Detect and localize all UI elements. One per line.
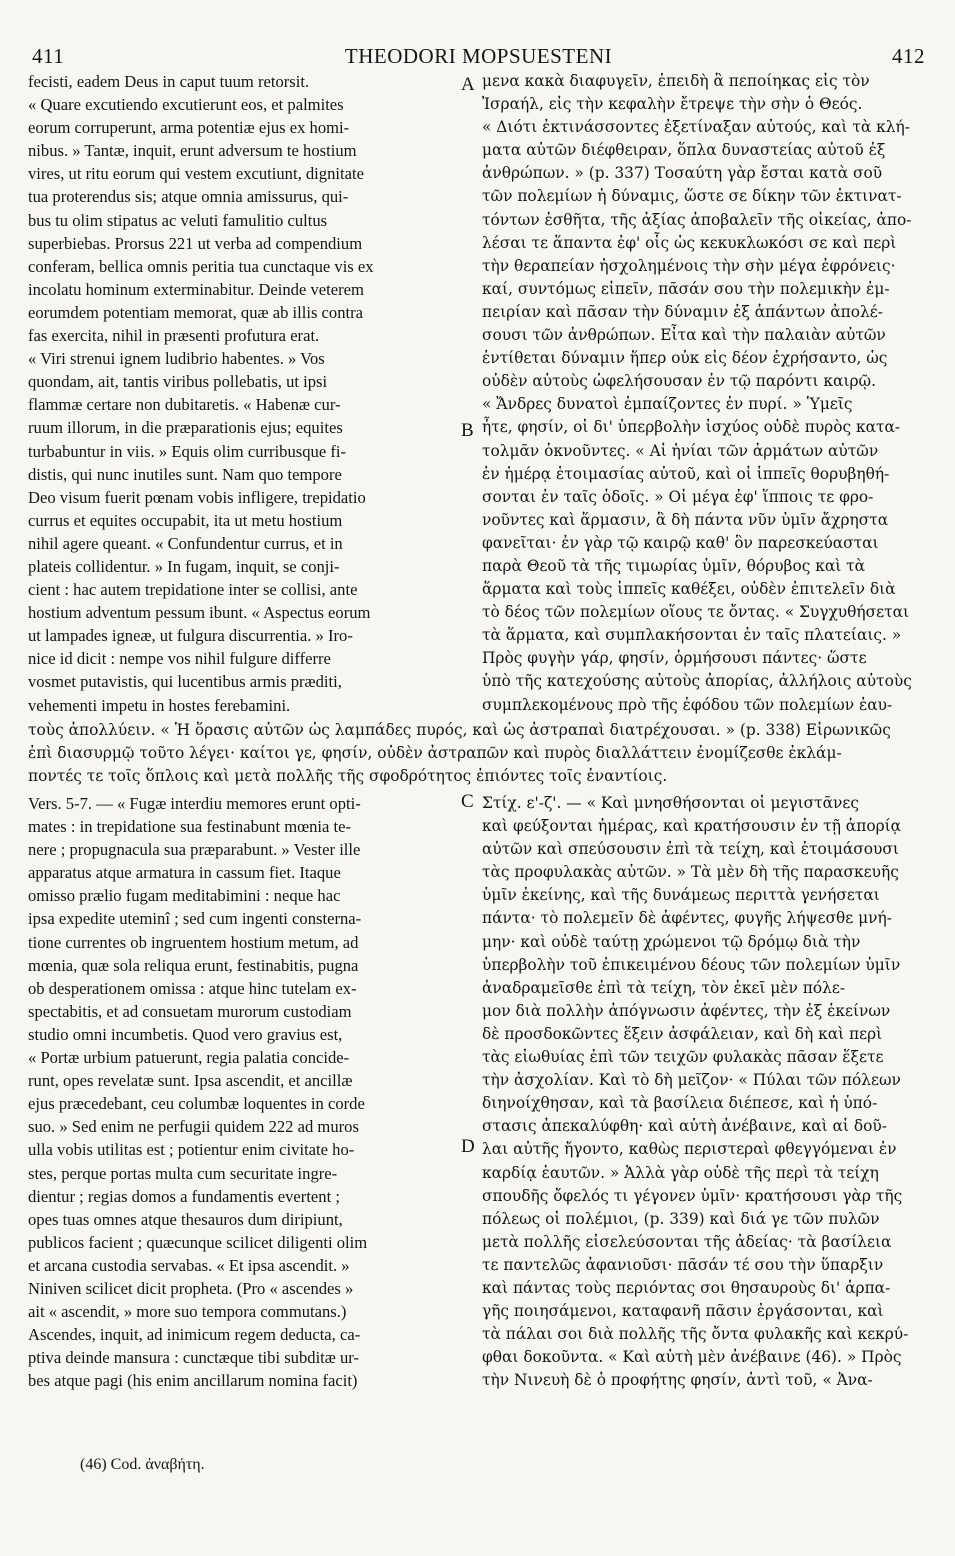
text-line: πάντα· τὸ πολεμεῖν δὲ ἀφέντες, φυγῆς λήψεσθε μνή- <box>482 909 892 928</box>
page-number-left: 411 <box>32 44 65 68</box>
text-line: incolatu hominum exterminabitur. Deinde veterem <box>28 279 364 299</box>
text-line: mœnia, quæ sola reliqua erunt, festinabitis, pugna <box>28 955 359 975</box>
text-line: τὴν ἀσχολίαν. Καὶ τὸ δὴ μεῖζον· « Πύλαι τῶν πόλεων <box>482 1071 901 1090</box>
text-line: « Διότι ἐκτινάσσοντες ἐξετίναξαν αὐτούς, καὶ τὰ κλή- <box>482 118 910 137</box>
text-line: publicos facient ; quæcunque scilicet diligenti olim <box>28 1232 368 1252</box>
text-line: bus tu olim stipatus ac veluti famulitio cultus <box>28 210 328 230</box>
text-line: ptiva deinde mansura : cunctæque tibi subditæ ur- <box>28 1348 360 1368</box>
text-line: στασις ἀπεκαλύφθη· καὶ αὐτὴ ἀνέβαινε, καὶ αἱ δοῦ- <box>482 1117 887 1136</box>
text-line: τὰ ἅρματα, καὶ συμπλακήσονται ἐν ταῖς πλατείαις. » <box>482 626 902 645</box>
text-line: nice id dicit : nempe vos nihil fulgure differre <box>28 649 331 669</box>
text-line: ἅρματα καὶ τοὺς ἱππεῖς καθέξει, οὐδὲν ἐπιτελεῖν διὰ <box>482 580 896 599</box>
text-line: καί, συντόμως εἰπεῖν, πᾶσάν σου τὴν πολεμικὴν ἐμ- <box>482 279 890 298</box>
text-line: tione currentes ob ingruentem hostium metum, ad <box>28 932 359 952</box>
text-line: πειρίαν καὶ πᾶσαν τὴν δύναμιν ἐξ ἁπάντων ἀπολέ- <box>482 302 883 321</box>
text-line: turbabuntur in viis. » Equis olim curribusque fi- <box>28 441 347 461</box>
text-line: τὴν θεραπείαν ἠσχολημένοις τὴν σὴν μέγα ἐφρόνεις· <box>482 256 896 275</box>
text-line: Πρὸς φυγὴν γάρ, φησίν, ὁρμήσουσι πάντες· ὥστε <box>482 649 867 668</box>
text-line: λέσαι τε ἅπαντα ἐφ' οἷς ὡς κεκυκλωκόσι σε καὶ περὶ <box>482 233 897 252</box>
text-line: superbiebas. Prorsus 221 ut verba ad compendium <box>28 233 363 253</box>
section-marker-b: B <box>461 420 474 441</box>
text-line: flammæ certare non dubitaretis. « Habenæ cur- <box>28 395 341 415</box>
text-line: et arcana custodia servabas. « Et ipsa ascendit. » <box>28 1255 350 1275</box>
text-line: fecisti, eadem Deus in caput tuum retorsit. <box>28 72 310 91</box>
text-line: ἀνθρώπων. » (p. 337) Τοσαύτη γὰρ ἔσται κατὰ σοῦ <box>482 164 883 183</box>
text-line: διηνοίχθησαν, καὶ τὰ βασίλεια διέπεσε, καὶ ἡ ὑπό- <box>482 1094 878 1113</box>
text-line: stes, perque portas multa cum securitate ingre- <box>28 1163 338 1183</box>
running-title: THEODORI MOPSUESTENI <box>344 44 613 68</box>
text-line: τῶν πολεμίων ἡ δύναμις, ὥστε σε δίκην τῶν ἐκτινατ- <box>482 187 902 206</box>
text-line: apparatus atque armatura in cassum fiet. Itaque <box>28 863 341 883</box>
text-line: vehementi impetu in hostes ferebamini. <box>28 695 291 715</box>
text-line: « Quare excutiendo excutierunt eos, et palmites <box>28 95 344 115</box>
text-line: τὴν Νινευὴ δὲ ὁ προφήτης φησίν, ἀντὶ τοῦ, « Ἀνα- <box>482 1371 873 1390</box>
text-line: « Viri strenui ignem ludibrio habentes. » Vos <box>28 349 325 369</box>
greek-column-bottom <box>482 792 932 1402</box>
text-line: ulla vobis utilitas est ; potientur enim civitate ho- <box>28 1140 355 1160</box>
text-line: currus et equites occupabit, ita ut metu hostium <box>28 510 343 530</box>
text-line: tua proterendus sis; atque omnia amissurus, qui- <box>28 187 349 207</box>
text-line: eorumdem potentiam memorat, quæ ab illis contra <box>28 302 364 322</box>
text-line: Niniven scilicet dicit propheta. (Pro « ascendes » <box>28 1278 354 1298</box>
text-line: δὲ προσδοκῶντες ἕξειν ἀσφάλειαν, καὶ δὴ καὶ περὶ <box>482 1024 883 1043</box>
text-line: ὑπὸ τῆς κατεχούσης αὐτοὺς ἀπορίας, ἀλλήλοις αὐτοὺς <box>482 672 912 691</box>
text-line: ait « ascendit, » more suo tempora commutans.) <box>28 1302 347 1322</box>
text-line: vires, ut ritu eorum qui vestem excutiunt, dignitate <box>28 164 364 184</box>
text-line: ἐντίθεται δύναμιν ἥπερ οὐκ εἰς δέον ἐχρήσαντο, ὡς <box>482 349 888 368</box>
text-line: ἀναδραμεῖσθε ἐπὶ τὰ τείχη, τὸν ἐκεῖ μὲν πόλε- <box>482 978 846 997</box>
text-line: omisso prælio fugam meditabimini : neque hac <box>28 886 341 906</box>
text-line: ob desperationem omissa : atque hinc tutelam ex- <box>28 978 357 998</box>
text-line: mates : in trepidatione sua festinabunt mœnia te- <box>28 817 352 837</box>
latin-column-top <box>28 70 474 720</box>
text-line: ματα αὐτῶν διέφθειραν, ὅπλα δυναστείας αὐτοῦ ἐξ <box>482 141 886 160</box>
text-line: conferam, bellica omnis peritia tua cunctaque vis ex <box>28 256 374 276</box>
text-line: νοῦντες καὶ ἅρμασιν, ἃ δὴ πάντα νῦν ὑμῖν ἄχρηστα <box>482 510 889 529</box>
text-line: τόντων ἐσθῆτα, τῆς ἀξίας ἀποβαλεῖν τῆς οἰκείας, ἀπο- <box>482 210 912 229</box>
text-line: studio omni incumbetis. Quod vero gravius est, <box>28 1024 343 1044</box>
text-line: φανεῖται· ἐν γὰρ τῷ καιρῷ καθ' ὃν παρεσκεύασται <box>482 533 879 552</box>
text-line: nibus. » Tantæ, inquit, erunt adversum te hostium <box>28 141 357 161</box>
text-line: ut lampades igneæ, ut fulgura discurrentia. » Iro- <box>28 626 353 646</box>
text-line: ὑπερβολὴν τοῦ ἐπικειμένου δέους τῶν πολεμίων ὑμῖν <box>482 955 901 974</box>
text-line: ipsa expedite uteminî ; sed cum ingenti consterna- <box>28 909 362 929</box>
text-line: μενα κακὰ διαφυγεῖν, ἐπειδὴ ἃ πεποίηκας εἰς τὸν <box>482 72 870 90</box>
text-line: τολμᾶν ὀκνοῦντες. « Αἱ ἡνίαι τῶν ἁρμάτων αὐτῶν <box>482 441 879 460</box>
text-line: ruum illorum, in die præparationis ejus; equites <box>28 418 343 438</box>
text-line: « Ἄνδρες δυνατοὶ ἐμπαίζοντες ἐν πυρί. » Ὑμεῖς <box>482 395 853 414</box>
text-line: καὶ φεύξονται ἡμέρας, καὶ κρατήσουσιν ἐν τῇ ἀπορίᾳ <box>482 817 902 836</box>
section-marker-a: A <box>461 74 475 95</box>
full-width-text <box>28 719 932 791</box>
text-line: καὶ πάντας τοὺς περιόντας σοι θησαυροὺς δι' ἁρπα- <box>482 1278 891 1297</box>
text-line: ἦτε, φησίν, οἱ δι' ὑπερβολὴν ἰσχύος οὐδὲ πυρὸς κατα- <box>482 418 901 437</box>
text-line: quondam, ait, tantis viribus pollebatis, ut ipsi <box>28 372 328 392</box>
text-line: distis, qui nunc inutiles sunt. Nam quo tempore <box>28 464 342 484</box>
text-line: fas exercita, nihil in præsenti profutura erat. <box>28 326 320 346</box>
latin-column-bottom <box>28 792 474 1402</box>
text-line: « Portæ urbium patuerunt, regia palatia concide- <box>28 1048 350 1068</box>
text-line: nere ; propugnacula sua præparabunt. » Vester ille <box>28 840 361 860</box>
text-line: opes tuas omnes atque thesauros dum diripiunt, <box>28 1209 343 1229</box>
text-line: Vers. 5-7. — « Fugæ interdiu memores erunt opti- <box>28 794 361 813</box>
text-line: τοὺς ἀπολλύειν. « Ἡ ὅρασις αὐτῶν ὡς λαμπάδες πυρός, καὶ ὡς ἀστραπαὶ διατρέχουσαι. » (p. 338) Εἰρωνικῶς <box>28 721 891 739</box>
text-line: παρὰ Θεοῦ τὰ τῆς τιμωρίας ὑμῖν, θόρυβος καὶ τὰ <box>482 556 866 575</box>
text-line: συμπλεκομένους πρὸ τῆς ἐφόδου τῶν πολεμίων ἐαυ- <box>482 695 893 714</box>
text-line: φθαι δοκοῦντα. « Καὶ αὐτὴ μὲν ἀνέβαινε (46). » Πρὸς <box>482 1348 902 1367</box>
text-line: eorum corruperunt, arma potentiæ ejus ex homi- <box>28 118 350 138</box>
text-line: plateis collidentur. » In fugam, inquit, se conji- <box>28 556 340 576</box>
text-line: hostium adventum pessum ibunt. « Aspectus eorum <box>28 603 371 623</box>
section-marker-c: C <box>461 791 474 812</box>
text-line: spectabitis, et ad consuetam murorum custodiam <box>28 1001 352 1021</box>
text-line: ἐπὶ διασυρμῷ τοῦτο λέγει· καίτοι γε, φησίν, οὐδὲν ἀστραπῶν καὶ πυρὸς διαλλάττειν ἐνομίζεσθε ἐκλάμ- <box>28 744 842 763</box>
text-line: οὐδὲν αὐτοὺς ὠφελήσουσαν ἐν τῷ παρόντι καιρῷ. <box>482 372 876 391</box>
text-line: τε παντελῶς ἀφανιοῦσι· πᾶσάν τέ σου τὴν ὕπαρξιν <box>482 1255 884 1274</box>
text-line: τὰς προφυλακὰς αὐτῶν. » Τὰ μὲν δὴ τῆς παρασκευῆς <box>482 863 899 882</box>
text-line: σπουδῆς ὄφελός τι γέγονεν ὑμῖν· κρατήσουσι γὰρ τῆς <box>482 1186 903 1205</box>
text-line: ὑμῖν ἐκείνης, καὶ τῆς δυνάμεως περιττὰ γενήσεται <box>482 886 880 905</box>
section-marker-d: D <box>461 1136 475 1157</box>
greek-column-top <box>482 70 932 720</box>
text-line: σουσι τῶν ἀνθρώπων. Εἶτα καὶ τὴν παλαιὰν αὐτῶν <box>482 326 886 345</box>
text-line: μην· καὶ οὐδὲ ταύτῃ χρώμενοι τῷ δρόμῳ διὰ τὴν <box>482 932 861 951</box>
text-line: Ἰσραήλ, εἰς τὴν κεφαλὴν ἔτρεψε τὴν σὴν ὁ Θεός. <box>482 95 863 114</box>
text-line: Στίχ. ε'-ζ'. — « Καὶ μνησθήσονται οἱ μεγιστᾶνες <box>482 794 860 812</box>
page-header <box>32 44 925 72</box>
text-line: σονται ἐν ταῖς ὁδοῖς. » Οἱ μέγα ἐφ' ἵπποις τε φρο- <box>482 487 874 506</box>
footnote: (46) Cod. ἀναβήτη. <box>80 1456 205 1473</box>
text-line: ποντές τε τοῖς ὅπλοις καὶ μετὰ πολλῆς τῆς σφοδρότητος ἐπιόντες τοῖς ἐναντίοις. <box>28 767 668 786</box>
text-line: vosmet putavistis, qui lucentibus armis præditi, <box>28 672 342 692</box>
text-line: Deo visum fuerit pœnam vobis infligere, trepidatio <box>28 487 366 507</box>
text-line: μον διὰ πολλὴν ἀπόγνωσιν ἀφέντες, τὴν ἐξ ἐκείνων <box>482 1001 891 1020</box>
text-line: ἐν ἡμέρᾳ ἑτοιμασίας αὐτοῦ, καὶ οἱ ἱππεῖς θορυβηθή- <box>482 464 890 483</box>
text-line: γῆς ποιησάμενοι, καταφανῆ πᾶσιν ἐργάσονται, καὶ <box>482 1302 884 1321</box>
text-line: αὐτῶν καὶ σπεύσουσιν ἐπὶ τὰ τείχη, καὶ ἑτοιμάσουσι <box>482 840 899 859</box>
text-line: τὰ πάλαι σοι διὰ πολλῆς τῆς ὄντα φυλακῆς καὶ κεκρύ- <box>482 1325 909 1344</box>
text-line: nihil agere queant. « Confundentur currus, et in <box>28 533 343 553</box>
text-line: πόλεως οἱ πολέμιοι, (p. 339) καὶ διά γε τῶν πυλῶν <box>482 1209 880 1228</box>
text-line: cient : hac autem trepidatione inter se collisi, ante <box>28 580 358 600</box>
text-line: bes atque pagi (his enim ancillarum nomina facit) <box>28 1371 358 1391</box>
text-line: καρδίᾳ ἑαυτῶν. » Ἀλλὰ γὰρ οὐδὲ τῆς περὶ τὰ τείχη <box>482 1163 879 1182</box>
text-line: suo. » Sed enim ne perfugii quidem 222 ad muros <box>28 1117 359 1137</box>
text-line: Ascendes, inquit, ad inimicum regem deducta, ca- <box>28 1325 361 1345</box>
text-line: τὰς εἰωθυίας ἐπὶ τῶν τειχῶν φυλακὰς πᾶσαν ἕξετε <box>482 1048 884 1067</box>
text-line: μετὰ πολλῆς εἰσελεύσονται τῆς ἀδείας· τὰ βασίλεια <box>482 1232 892 1251</box>
text-line: τὸ δέος τῶν πολεμίων οἵους τε ὄντας. « Συγχυθήσεται <box>482 603 910 622</box>
page-number-right: 412 <box>892 44 925 68</box>
text-line: ejus præcedebant, ceu columbæ loquentes in corde <box>28 1094 365 1114</box>
text-line: dientur ; regias domos a fundamentis evertent ; <box>28 1186 340 1206</box>
text-line: λαι αὐτῆς ἤγοντο, καθὼς περιστεραὶ φθεγγόμεναι ἐν <box>482 1140 897 1159</box>
text-line: runt, opes revelatæ sunt. Ipsa ascendit, et ancillæ <box>28 1071 353 1091</box>
